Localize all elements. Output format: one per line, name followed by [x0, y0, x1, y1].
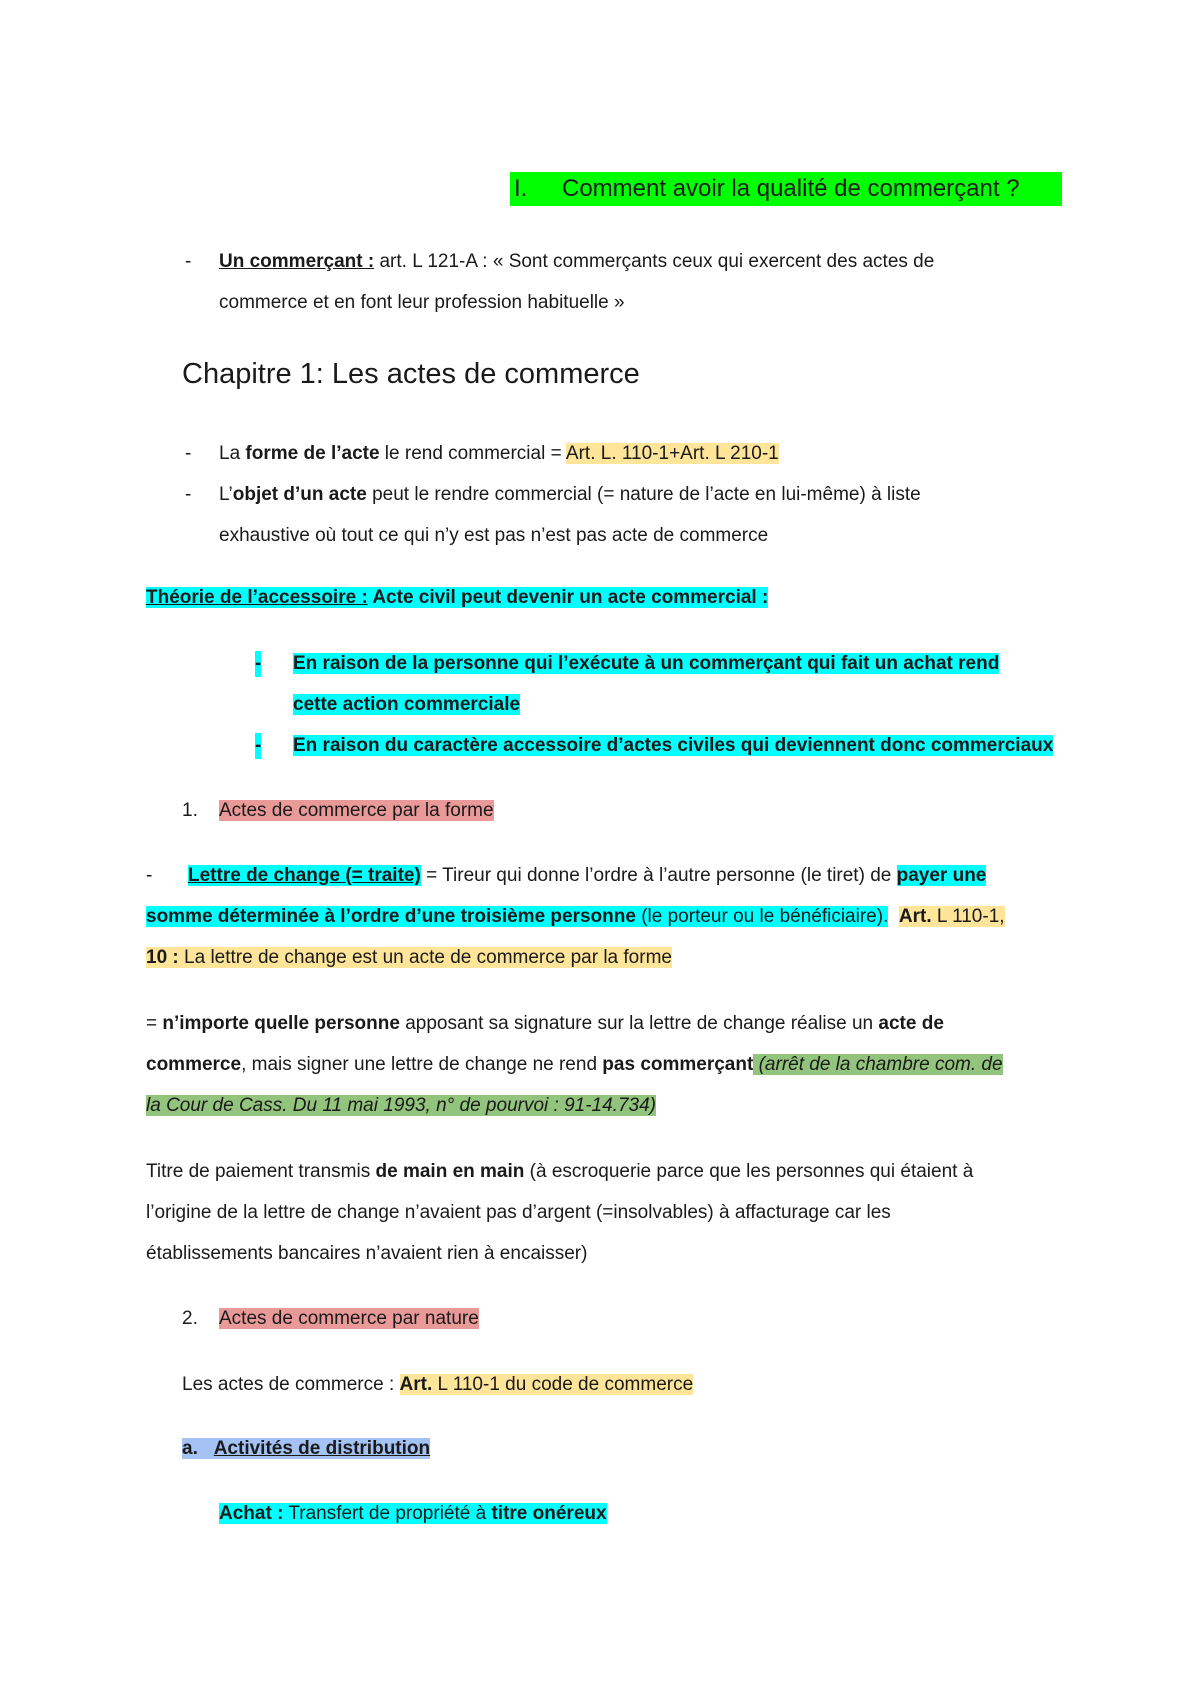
lettre-ref-text: La lettre de change est un acte de commerce par la forme — [178, 947, 672, 968]
objet-bold: objet d’un acte — [232, 484, 367, 505]
importe-text2: , mais signer une lettre de change ne rend — [241, 1054, 603, 1075]
definition-label: Un commerçant : — [219, 251, 375, 272]
bullet-dash: - — [185, 443, 192, 464]
theorie-item-1-line2 — [293, 692, 520, 718]
forme-bold: forme de l’acte — [245, 443, 380, 464]
achat-label: Achat : — [219, 1503, 284, 1524]
forme-mid: le rend commercial = — [379, 443, 566, 464]
heading-1 — [510, 172, 1062, 206]
lettre-ref-num: L 110-1, — [931, 906, 1005, 927]
bullet-dash: - — [146, 865, 153, 886]
objet-line2: exhaustive où tout ce qui n’y est pas n’est pas acte de commerce — [219, 525, 769, 546]
definition-commercant-line2: commerce et en font leur profession habituelle » — [219, 292, 625, 313]
section-2-heading — [219, 1306, 479, 1332]
titre-line2: l’origine de la lettre de change n’avaient pas d’argent (=insolvables) à affacturage car les — [146, 1202, 891, 1223]
actes-ref-rest: L 110-1 du code de commerce — [432, 1374, 694, 1395]
bullet-dash: - — [185, 251, 192, 272]
lettre-line1 — [188, 863, 986, 889]
importe-citation1: (arrêt de la chambre com. de — [753, 1054, 1003, 1075]
achat-bold: titre onéreux — [491, 1503, 607, 1524]
bullet-dash: - — [255, 651, 261, 677]
bullet-dash: - — [255, 733, 261, 759]
forme-prefix: La — [219, 443, 246, 464]
lettre-line2 — [146, 904, 1005, 930]
theorie-item-1-line1 — [293, 651, 999, 677]
importe-citation2: la Cour de Cass. Du 11 mai 1993, n° de pourvoi : 91-14.734) — [146, 1095, 656, 1116]
theorie-item-2 — [293, 733, 1053, 759]
chapter-title: Chapitre 1: Les actes de commerce — [182, 358, 640, 390]
titre-bold: de main en main — [375, 1161, 525, 1182]
definition-commercant-line1 — [219, 249, 934, 275]
subsection-a-text: Activités de distribution — [213, 1438, 431, 1459]
lettre-line3 — [146, 945, 672, 971]
importe-bold3: commerce — [146, 1054, 242, 1075]
heading-number: I. — [514, 175, 528, 202]
bullet-dash: - — [185, 484, 192, 505]
actes-line — [182, 1372, 693, 1398]
theorie-text: Acte civil peut devenir un acte commercial : — [367, 587, 769, 608]
lettre-text1: = Tireur qui donne l’ordre à l’autre personne (le tiret) de — [420, 865, 897, 886]
section-1-number: 1. — [182, 800, 198, 821]
achat-line — [219, 1501, 607, 1527]
lettre-bold1: payer une — [896, 865, 987, 886]
importe-line1 — [146, 1011, 944, 1037]
forme-line — [219, 441, 779, 467]
objet-line1 — [219, 482, 921, 508]
subsection-a-letter: a. — [182, 1438, 198, 1459]
importe-eq: = — [146, 1013, 163, 1034]
importe-text1: apposant sa signature sur la lettre de change réalise un — [399, 1013, 879, 1034]
definition-article: art. L 121-A : — [374, 251, 493, 272]
achat-text: Transfert de propriété à — [283, 1503, 492, 1524]
section-1-text: Actes de commerce par la forme — [219, 800, 494, 821]
subsection-a-heading — [182, 1436, 430, 1462]
section-2-number: 2. — [182, 1308, 198, 1329]
section-1-heading — [219, 798, 494, 824]
definition-quote-1: « Sont commerçants ceux qui exercent des actes de — [492, 251, 935, 272]
importe-bold2: acte de — [878, 1013, 944, 1034]
titre-line3: établissements bancaires n’avaient rien à encaisser) — [146, 1243, 588, 1264]
theorie-label: Théorie de l’accessoire : — [146, 587, 368, 608]
objet-rest: peut le rendre commercial (= nature de l’acte en lui-même) à liste — [366, 484, 921, 505]
importe-bold4: pas commerçant — [602, 1054, 754, 1075]
titre-line1 — [146, 1159, 973, 1185]
theorie-line — [146, 585, 768, 611]
importe-line3 — [146, 1093, 656, 1119]
theorie-item-1-text2: cette action commerciale — [293, 694, 521, 715]
lettre-ref-art: Art. — [898, 906, 932, 927]
lettre-label: Lettre de change (= traite) — [188, 865, 421, 886]
lettre-text2: (le porteur ou le bénéficiaire). — [635, 906, 889, 927]
heading-text: Comment avoir la qualité de commerçant ? — [562, 175, 1020, 202]
lettre-bold2: somme déterminée à l’ordre d’une troisième personne — [146, 906, 636, 927]
lettre-ref-10: 10 : — [146, 947, 179, 968]
theorie-item-2-text: En raison du caractère accessoire d’actes civiles qui deviennent donc commerciaux — [293, 735, 1054, 756]
theorie-item-1-text: En raison de la personne qui l’exécute à un commerçant qui fait un achat rend — [293, 653, 1000, 674]
objet-prefix: L’ — [219, 484, 233, 505]
forme-ref: Art. L. 110-1+Art. L 210-1 — [565, 443, 779, 464]
titre-text2: (à escroquerie parce que les personnes qui étaient à — [524, 1161, 974, 1182]
actes-ref-art: Art. — [399, 1374, 433, 1395]
importe-line2 — [146, 1052, 1003, 1078]
titre-text1: Titre de paiement transmis — [146, 1161, 376, 1182]
section-2-text: Actes de commerce par nature — [219, 1308, 479, 1329]
importe-bold1: n’importe quelle personne — [162, 1013, 400, 1034]
actes-prefix: Les actes de commerce : — [182, 1374, 400, 1395]
